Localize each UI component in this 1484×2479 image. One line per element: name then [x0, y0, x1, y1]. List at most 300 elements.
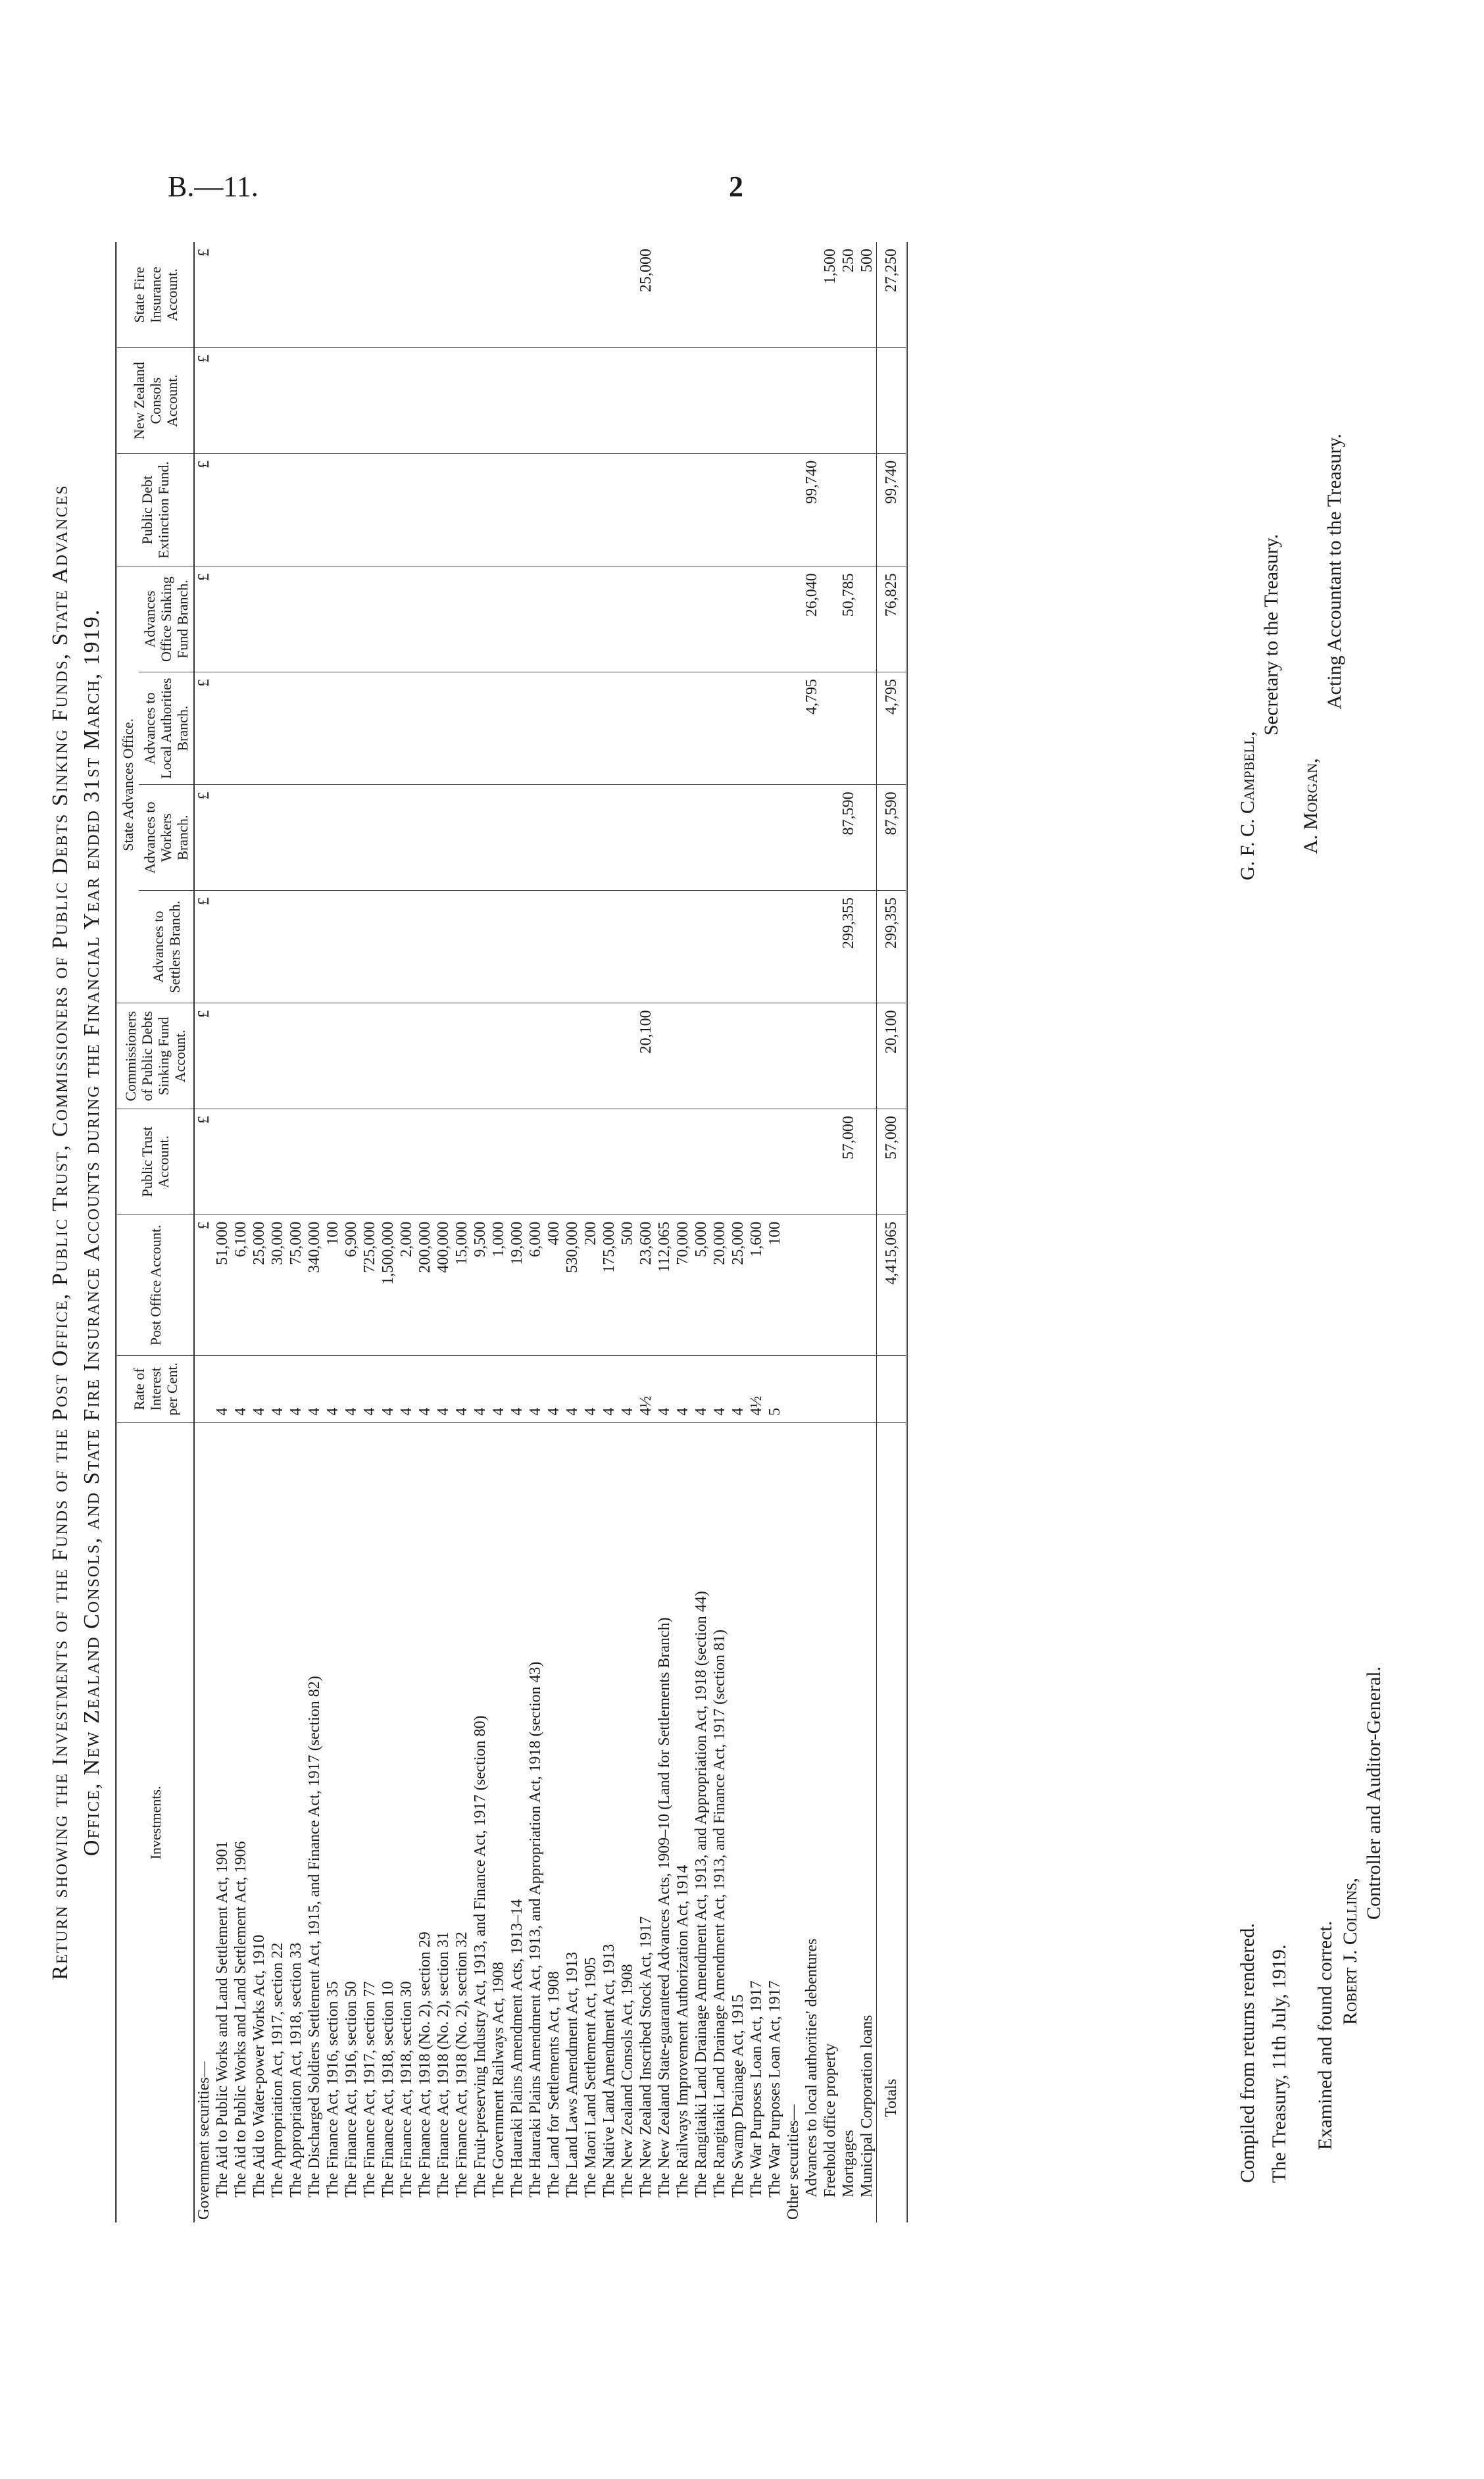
amount-cell: [821, 348, 839, 454]
amount-cell: 87,590: [839, 785, 858, 891]
amount-cell: [434, 242, 453, 348]
table-row: [379, 242, 397, 2222]
amount-cell: [305, 672, 324, 784]
amount-cell: [305, 785, 324, 891]
amount-cell: [655, 672, 674, 784]
amount-cell: [471, 1109, 489, 1215]
amount-cell: [213, 348, 232, 454]
campbell-name: G. F. C. Campbell,: [1237, 731, 1258, 880]
amount-cell: [747, 1109, 766, 1215]
investment-cell: Government securities—: [195, 2061, 212, 2220]
rate-cell: [839, 1355, 858, 1422]
amount-cell: [655, 785, 674, 891]
amount-cell: [618, 348, 637, 454]
rate-cell: 4: [342, 1355, 360, 1422]
amount-cell: [821, 566, 839, 672]
header-post-office: Post Office Account.: [116, 1214, 195, 1355]
amount-cell: [397, 785, 416, 891]
investment-cell: The War Purposes Loan Act, 1917: [748, 1980, 765, 2197]
amount-cell: [637, 566, 655, 672]
amount-cell: [434, 1109, 453, 1215]
amount-cell: [416, 348, 434, 454]
amount-cell: [471, 672, 489, 784]
amount-cell: [360, 672, 379, 784]
amount-cell: £: [194, 1003, 213, 1109]
amount-cell: [600, 242, 618, 348]
amount-cell: [360, 1109, 379, 1215]
amount-cell: [416, 453, 434, 566]
amount-cell: [581, 566, 600, 672]
total-cell: 76,825: [877, 566, 907, 672]
amount-cell: [545, 1003, 563, 1109]
amount-cell: [397, 891, 416, 1003]
investment-cell: The Discharged Soldiers Settlement Act, 1915, and Finance Act, 1917 (section 82): [306, 1676, 323, 2197]
amount-cell: [858, 1214, 877, 1355]
investment-cell: Mortgages: [840, 2130, 857, 2197]
amount-cell: [305, 1003, 324, 1109]
amount-cell: 530,000: [563, 1214, 581, 1355]
amount-cell: [710, 785, 729, 891]
amount-cell: [526, 672, 545, 784]
amount-cell: £: [194, 1214, 213, 1355]
amount-cell: [729, 242, 747, 348]
morgan-name: A. Morgan,: [1300, 758, 1322, 854]
amount-cell: [232, 891, 250, 1003]
amount-cell: [397, 672, 416, 784]
rate-cell: 4: [563, 1355, 581, 1422]
amount-cell: 500: [618, 1214, 637, 1355]
amount-cell: [729, 785, 747, 891]
amount-cell: [379, 891, 397, 1003]
amount-cell: 25,000: [729, 1214, 747, 1355]
amount-cell: £: [194, 566, 213, 672]
amount-cell: [858, 1003, 877, 1109]
amount-cell: [250, 672, 268, 784]
amount-cell: [232, 1003, 250, 1109]
investment-cell: The Aid to Public Works and Land Settlement Act, 1901: [214, 1841, 231, 2197]
amount-cell: 250: [839, 242, 858, 348]
amount-cell: [655, 1109, 674, 1215]
amount-cell: [581, 672, 600, 784]
amount-cell: [416, 1109, 434, 1215]
amount-cell: [747, 242, 766, 348]
rate-cell: [784, 1355, 803, 1422]
amount-cell: [453, 672, 471, 784]
amount-cell: [453, 566, 471, 672]
amount-cell: [416, 1003, 434, 1109]
amount-cell: [766, 242, 784, 348]
amount-cell: [563, 566, 581, 672]
table-body: [194, 242, 907, 2222]
amount-cell: [784, 785, 803, 891]
rate-cell: 4: [508, 1355, 526, 1422]
rate-cell: 4: [213, 1355, 232, 1422]
amount-cell: [710, 672, 729, 784]
amount-cell: [324, 785, 342, 891]
amount-cell: [342, 453, 360, 566]
place-date: The Treasury, 11th July, 1919.: [1268, 1944, 1290, 2183]
amount-cell: [674, 566, 692, 672]
amount-cell: [342, 891, 360, 1003]
amount-cell: [526, 566, 545, 672]
table-row: [508, 242, 526, 2222]
investment-cell: The Finance Act, 1917, section 77: [361, 1981, 378, 2197]
table-row: [747, 242, 766, 2222]
total-cell: 20,100: [877, 1003, 907, 1109]
investments-table: [115, 242, 908, 2222]
amount-cell: [416, 242, 434, 348]
amount-cell: [692, 242, 710, 348]
amount-cell: [545, 1109, 563, 1215]
amount-cell: [268, 672, 287, 784]
amount-cell: 100: [324, 1214, 342, 1355]
amount-cell: [489, 891, 508, 1003]
investment-cell: The Finance Act, 1918, section 30: [398, 1981, 415, 2197]
investment-cell: The Maori Land Settlement Act, 1905: [582, 1957, 599, 2197]
rate-cell: 4: [655, 1355, 674, 1422]
amount-cell: [526, 242, 545, 348]
amount-cell: [747, 348, 766, 454]
investment-cell: The Aid to Water-power Works Act, 1910: [251, 1934, 268, 2197]
amount-cell: [618, 453, 637, 566]
amount-cell: [747, 785, 766, 891]
table-row: [250, 242, 268, 2222]
investment-cell: The New Zealand State-guaranteed Advances Acts, 1909–10 (Land for Settlements Branch): [656, 1617, 673, 2197]
amount-cell: 2,000: [397, 1214, 416, 1355]
table-row: [194, 242, 213, 2222]
amount-cell: 30,000: [268, 1214, 287, 1355]
table-row: [416, 242, 434, 2222]
amount-cell: [618, 672, 637, 784]
amount-cell: [434, 672, 453, 784]
table-row: [600, 242, 618, 2222]
table-row: [729, 242, 747, 2222]
amount-cell: [729, 1003, 747, 1109]
amount-cell: [766, 672, 784, 784]
amount-cell: [581, 242, 600, 348]
amount-cell: [821, 785, 839, 891]
amount-cell: [287, 672, 305, 784]
amount-cell: [416, 891, 434, 1003]
amount-cell: [342, 1109, 360, 1215]
amount-cell: [232, 242, 250, 348]
amount-cell: [858, 672, 877, 784]
amount-cell: [342, 785, 360, 891]
header-settlers: Advances to Settlers Branch.: [139, 891, 194, 1003]
amount-cell: [600, 672, 618, 784]
amount-cell: [508, 1109, 526, 1215]
amount-cell: [729, 891, 747, 1003]
amount-cell: [324, 1109, 342, 1215]
amount-cell: [858, 785, 877, 891]
table-row: [858, 242, 877, 2222]
amount-cell: [213, 785, 232, 891]
amount-cell: [342, 1003, 360, 1109]
amount-cell: [618, 242, 637, 348]
amount-cell: [250, 1003, 268, 1109]
amount-cell: [563, 453, 581, 566]
investment-cell: The Finance Act, 1916, section 35: [324, 1981, 341, 2197]
amount-cell: [692, 785, 710, 891]
amount-cell: 340,000: [305, 1214, 324, 1355]
title-line-1: Return showing the Investments of the Funds of the Post Office, Public Trust, Commissioners of Public Debts Sinking Funds, State Advances: [48, 484, 72, 1980]
amount-cell: [545, 672, 563, 784]
amount-cell: [655, 891, 674, 1003]
amount-cell: [416, 785, 434, 891]
investment-cell: The Finance Act, 1916, section 50: [343, 1981, 360, 2197]
amount-cell: [674, 785, 692, 891]
table-row: [710, 242, 729, 2222]
amount-cell: [729, 672, 747, 784]
amount-cell: [453, 1109, 471, 1215]
amount-cell: [508, 566, 526, 672]
amount-cell: [600, 891, 618, 1003]
amount-cell: 175,000: [600, 1214, 618, 1355]
amount-cell: [545, 453, 563, 566]
amount-cell: [526, 453, 545, 566]
amount-cell: 20,100: [637, 1003, 655, 1109]
amount-cell: [434, 785, 453, 891]
amount-cell: [324, 1003, 342, 1109]
rate-cell: 4: [250, 1355, 268, 1422]
amount-cell: [287, 1109, 305, 1215]
investment-cell: The New Zealand Inscribed Stock Act, 1917: [637, 1916, 655, 2197]
amount-cell: [508, 785, 526, 891]
collins-title: Controller and Auditor-General.: [1363, 1666, 1385, 1920]
amount-cell: [692, 348, 710, 454]
amount-cell: [526, 1109, 545, 1215]
rate-cell: 4: [360, 1355, 379, 1422]
table-row: [803, 242, 821, 2222]
amount-cell: [821, 453, 839, 566]
amount-cell: [379, 1109, 397, 1215]
amount-cell: [287, 891, 305, 1003]
investment-cell: The Aid to Public Works and Land Settlement Act, 1906: [232, 1841, 249, 2197]
investment-cell: The Swamp Drainage Act, 1915: [730, 1994, 747, 2197]
amount-cell: [674, 348, 692, 454]
amount-cell: [471, 891, 489, 1003]
amount-cell: £: [194, 453, 213, 566]
amount-cell: [655, 242, 674, 348]
investment-cell: The Finance Act, 1918 (No. 2), section 29: [416, 1932, 433, 2197]
amount-cell: [784, 566, 803, 672]
amount-cell: [213, 1109, 232, 1215]
amount-cell: [858, 453, 877, 566]
table-row: [360, 242, 379, 2222]
amount-cell: [581, 785, 600, 891]
amount-cell: [784, 242, 803, 348]
amount-cell: 99,740: [803, 453, 821, 566]
amount-cell: [803, 242, 821, 348]
rate-cell: 4½: [747, 1355, 766, 1422]
rate-cell: 4: [416, 1355, 434, 1422]
amount-cell: [232, 672, 250, 784]
table-row: [489, 242, 508, 2222]
table-row: [342, 242, 360, 2222]
amount-cell: [545, 891, 563, 1003]
amount-cell: [563, 242, 581, 348]
amount-cell: [803, 891, 821, 1003]
amount-cell: [710, 891, 729, 1003]
amount-cell: [710, 566, 729, 672]
amount-cell: [600, 566, 618, 672]
amount-cell: [453, 891, 471, 1003]
amount-cell: [858, 1109, 877, 1215]
amount-cell: [250, 1109, 268, 1215]
amount-cell: [674, 672, 692, 784]
investment-cell: The Hauraki Plains Amendment Act, 1913, and Appropriation Act, 1918 (section 43): [527, 1661, 544, 2197]
table-row: [287, 242, 305, 2222]
investment-cell: The Railways Improvement Authorization Act, 1914: [674, 1865, 691, 2197]
header-commissioners: Commissioners of Public Debts Sinking Fund Account.: [116, 1003, 195, 1109]
amount-cell: [489, 566, 508, 672]
amount-cell: [397, 1109, 416, 1215]
amount-cell: [692, 891, 710, 1003]
amount-cell: [397, 242, 416, 348]
rate-cell: 4: [710, 1355, 729, 1422]
amount-cell: 112,065: [655, 1214, 674, 1355]
table-row: [324, 242, 342, 2222]
amount-cell: 20,000: [710, 1214, 729, 1355]
rate-cell: 4: [232, 1355, 250, 1422]
amount-cell: 299,355: [839, 891, 858, 1003]
header-local-authorities: Advances to Local Authorities Branch.: [139, 672, 194, 784]
amount-cell: [581, 348, 600, 454]
amount-cell: 725,000: [360, 1214, 379, 1355]
amount-cell: [581, 891, 600, 1003]
amount-cell: 19,000: [508, 1214, 526, 1355]
amount-cell: [784, 1214, 803, 1355]
rate-cell: [194, 1355, 213, 1422]
amount-cell: 1,600: [747, 1214, 766, 1355]
rate-cell: 4: [287, 1355, 305, 1422]
amount-cell: [379, 1003, 397, 1109]
amount-cell: [766, 785, 784, 891]
amount-cell: [729, 453, 747, 566]
header-workers: Advances to Workers Branch.: [139, 785, 194, 891]
amount-cell: £: [194, 785, 213, 891]
amount-cell: [213, 566, 232, 672]
amount-cell: 500: [858, 242, 877, 348]
amount-cell: [434, 891, 453, 1003]
amount-cell: 25,000: [250, 1214, 268, 1355]
amount-cell: [342, 672, 360, 784]
amount-cell: [637, 891, 655, 1003]
table-row: [232, 242, 250, 2222]
amount-cell: [360, 242, 379, 348]
amount-cell: [397, 566, 416, 672]
amount-cell: £: [194, 672, 213, 784]
investment-cell: Municipal Corporation loans: [858, 2015, 876, 2197]
investment-cell: The Fruit-preserving Industry Act, 1913, and Finance Act, 1917 (section 80): [472, 1715, 489, 2197]
amount-cell: 51,000: [213, 1214, 232, 1355]
amount-cell: [268, 242, 287, 348]
amount-cell: [784, 891, 803, 1003]
amount-cell: [637, 453, 655, 566]
rate-cell: 4: [471, 1355, 489, 1422]
amount-cell: [766, 1003, 784, 1109]
amount-cell: [268, 1003, 287, 1109]
amount-cell: 4,795: [803, 672, 821, 784]
amount-cell: [674, 1003, 692, 1109]
amount-cell: [563, 785, 581, 891]
amount-cell: [379, 566, 397, 672]
amount-cell: [268, 348, 287, 454]
amount-cell: [489, 242, 508, 348]
amount-cell: [618, 1003, 637, 1109]
amount-cell: [287, 1003, 305, 1109]
amount-cell: £: [194, 891, 213, 1003]
amount-cell: [600, 1109, 618, 1215]
amount-cell: [453, 348, 471, 454]
amount-cell: [600, 785, 618, 891]
amount-cell: [471, 785, 489, 891]
amount-cell: [858, 566, 877, 672]
amount-cell: [489, 672, 508, 784]
page-number: 2: [729, 170, 743, 203]
amount-cell: [839, 348, 858, 454]
table-row: [213, 242, 232, 2222]
amount-cell: [213, 242, 232, 348]
amount-cell: [287, 348, 305, 454]
amount-cell: [489, 785, 508, 891]
amount-cell: [803, 785, 821, 891]
rate-cell: 4: [526, 1355, 545, 1422]
amount-cell: £: [194, 1109, 213, 1215]
header-sinking-fund-branch: Advances Office Sinking Fund Branch.: [139, 566, 194, 672]
amount-cell: [250, 242, 268, 348]
amount-cell: [655, 348, 674, 454]
amount-cell: [821, 1109, 839, 1215]
amount-cell: [563, 1109, 581, 1215]
amount-cell: [766, 348, 784, 454]
rotated-document-body: [33, 242, 1388, 2222]
signature-block: [1230, 242, 1388, 2222]
amount-cell: [232, 785, 250, 891]
amount-cell: [232, 453, 250, 566]
rate-cell: 4: [489, 1355, 508, 1422]
rate-cell: 4: [453, 1355, 471, 1422]
header-fire: State Fire Insurance Account.: [116, 242, 195, 348]
amount-cell: 5,000: [692, 1214, 710, 1355]
amount-cell: [803, 1109, 821, 1215]
amount-cell: [471, 453, 489, 566]
amount-cell: [287, 242, 305, 348]
amount-cell: [526, 348, 545, 454]
amount-cell: [600, 1003, 618, 1109]
amount-cell: [710, 1003, 729, 1109]
amount-cell: [379, 453, 397, 566]
table-row: [839, 242, 858, 2222]
amount-cell: [324, 891, 342, 1003]
amount-cell: [250, 891, 268, 1003]
amount-cell: [600, 348, 618, 454]
amount-cell: [803, 1003, 821, 1109]
amount-cell: [674, 453, 692, 566]
amount-cell: [324, 348, 342, 454]
table-row: [545, 242, 563, 2222]
amount-cell: [434, 453, 453, 566]
amount-cell: [618, 891, 637, 1003]
collins-name: Robert J. Collins,: [1339, 1878, 1361, 2025]
amount-cell: [471, 348, 489, 454]
header-public-trust: Public Trust Account.: [116, 1109, 195, 1215]
amount-cell: [526, 1003, 545, 1109]
amount-cell: [324, 672, 342, 784]
rate-cell: 4: [581, 1355, 600, 1422]
amount-cell: [710, 453, 729, 566]
amount-cell: [858, 891, 877, 1003]
